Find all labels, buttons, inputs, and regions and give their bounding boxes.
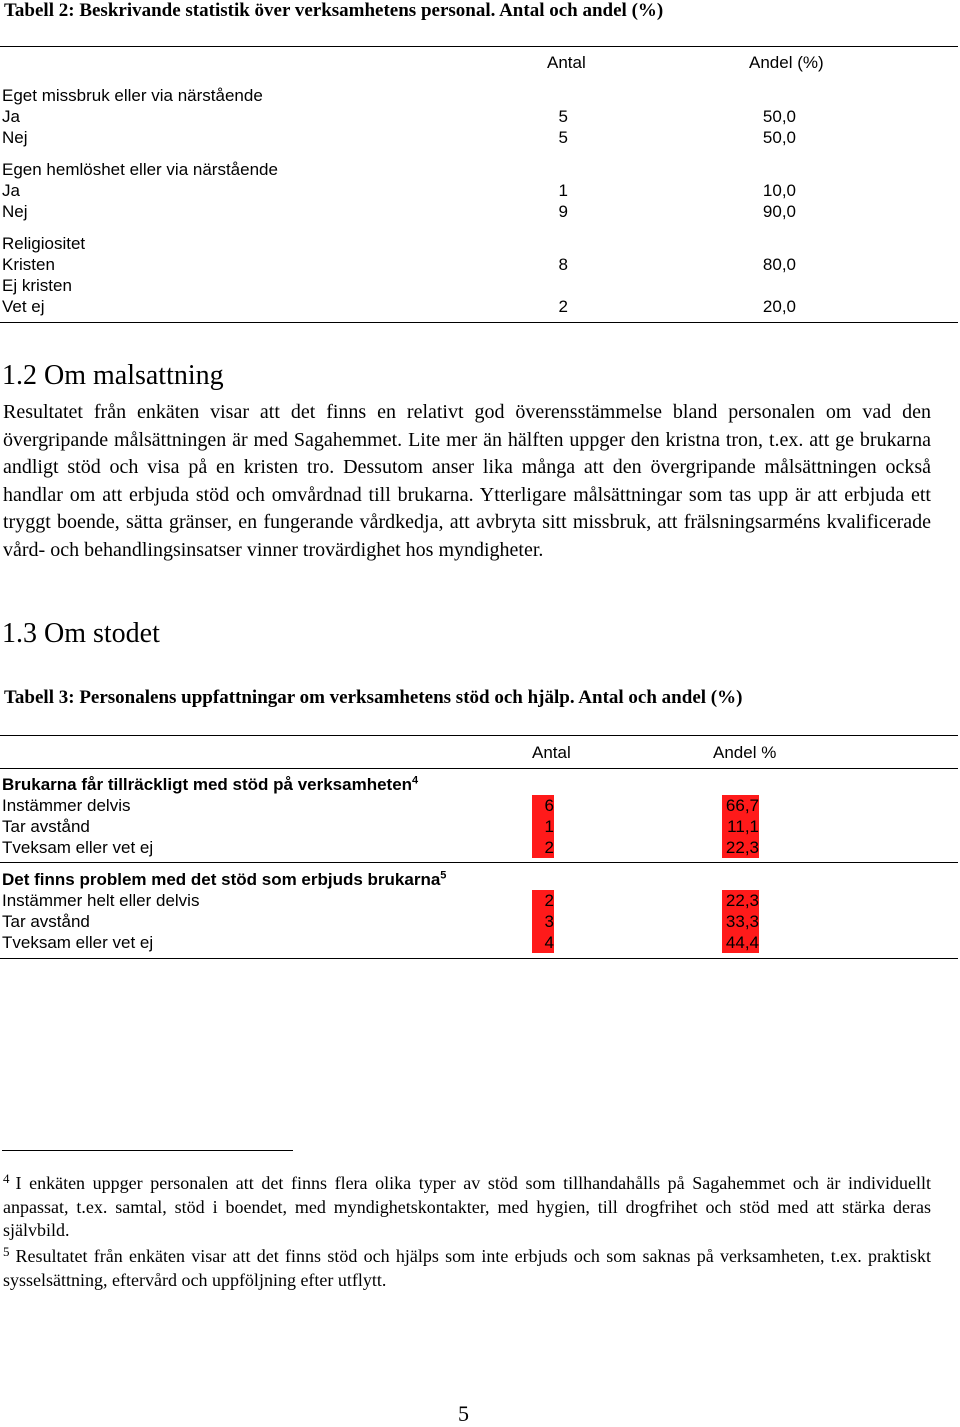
row-label: Nej (2, 128, 28, 147)
table-3-caption: Tabell 3: Personalens uppfattningar om verksamhetens stöd och hjälp. Antal och andel (%) (4, 687, 743, 708)
table-2-header-share: Andel (%) (749, 53, 824, 72)
row-share: 22,3 (722, 837, 759, 858)
row-share: 11,1 (722, 816, 759, 837)
table-2-bottom-rule (0, 322, 958, 323)
section-heading-1-2: 1.2 Om malsattning (2, 360, 224, 391)
row-count: 6 (532, 795, 554, 816)
table-3-group-title: Brukarna får tillräckligt med stöd på verksamheten$^4$ (2, 774, 419, 794)
table-3-header-rule (0, 768, 958, 769)
row-count: 5 (558, 128, 568, 147)
row-label: Ej kristen (2, 276, 72, 295)
row-count: 2 (558, 297, 568, 316)
page-number: 5 (458, 1401, 469, 1426)
row-label: Nej (2, 202, 28, 221)
table-row (0, 932, 958, 953)
table-row (0, 837, 958, 858)
footnote-4 (3, 1172, 931, 1243)
table-3-bottom-rule (0, 958, 958, 959)
table-row (0, 795, 958, 816)
row-share: 44,4 (722, 932, 759, 953)
row-count: 1 (532, 816, 554, 837)
table-row (0, 816, 958, 837)
row-label: Tveksam eller vet ej (2, 838, 154, 857)
row-label: Tar avstånd (2, 817, 90, 836)
table-2-caption: Tabell 2: Beskrivande statistik över verksamhetens personal. Antal och andel (%) (4, 0, 664, 21)
table-2-group-title: Eget missbruk eller via närstående (2, 86, 263, 105)
table-3-header-share: Andel % (713, 743, 777, 762)
row-label: Ja (2, 181, 20, 200)
table-3-group-title: Det finns problem med det stöd som erbjuds brukarna$^5$ (2, 869, 447, 889)
table-row (0, 275, 958, 296)
footnote-text: Resultatet från enkäten visar att det finns stöd och hjälps som inte erbjuds och som saknas på verksamheten, t.ex. praktiskt sysselsättning, eftervård och uppföljning efter utflytt. (3, 1246, 931, 1290)
footnote-5 (3, 1245, 931, 1292)
footnote-separator (2, 1150, 293, 1151)
row-share: 80,0 (762, 255, 796, 274)
table-3-header-count: Antal (532, 743, 571, 762)
row-share: 90,0 (762, 202, 796, 221)
row-count: 5 (558, 107, 568, 126)
row-label: Instämmer helt eller delvis (2, 891, 200, 910)
footnote-mark: 4 (3, 1171, 10, 1186)
row-share: 10,0 (762, 181, 796, 200)
row-share: 33,3 (722, 911, 759, 932)
row-count: 2 (532, 890, 554, 911)
row-label: Kristen (2, 255, 55, 274)
row-share: 66,7 (722, 795, 759, 816)
table-row (0, 254, 958, 275)
table-row (0, 911, 958, 932)
table-3-top-rule (0, 735, 958, 736)
table-2-header-count: Antal (547, 53, 586, 72)
row-label: Ja (2, 107, 20, 126)
row-label: Tar avstånd (2, 912, 90, 931)
table-2-group-title: Religiositet (2, 234, 86, 253)
table-row (0, 127, 958, 148)
row-count: 9 (558, 202, 568, 221)
row-count: 1 (558, 181, 568, 200)
row-count: 8 (558, 255, 568, 274)
row-count: 4 (532, 932, 554, 953)
row-share: 50,0 (762, 107, 796, 126)
row-label: Vet ej (2, 297, 45, 316)
footnote-text: I enkäten uppger personalen att det finns flera olika typer av stöd som tillhandahålls på Sagahemmet och är individuellt anpassat, t.ex. samtal, stöd i boendet, med myndighetskontakter, med hygien, till drogfrihet och stöd med att stärka deras självbild. (3, 1173, 931, 1240)
row-share: 50,0 (762, 128, 796, 147)
section-heading-1-3: 1.3 Om stodet (2, 618, 160, 649)
table-row (0, 890, 958, 911)
row-count: 3 (532, 911, 554, 932)
table-3-group-rule (0, 862, 958, 863)
table-row (0, 296, 958, 317)
footnote-ref: 5 (440, 869, 447, 882)
row-label: Tveksam eller vet ej (2, 933, 154, 952)
section-1-2-paragraph: Resultatet från enkäten visar att det finns en relativt god överensstämmelse bland personalen om vad den övergripande målsättningen är med Sagahemmet. Lite mer än hälften uppger den kristna tron, t.ex. att ge brukarna andligt stöd och visa på en kristen tro. Dessutom anser lika många att den övergripande målsättningen också handlar om att erbjuda stöd och omvårdnad till brukarna. Ytterligare målsättningar som tas upp är att erbjuda ett tryggt boende, sätta gränser, en fungerande vårdkedja, att avbryta sitt missbruk, att frälsningsarméns kvalificerade vård- och behandlingsinsatser vinner trovärdighet hos myndigheter. (3, 401, 931, 561)
table-row (0, 106, 958, 127)
row-share: 22,3 (722, 890, 759, 911)
table-row (0, 180, 958, 201)
row-count: 2 (532, 837, 554, 858)
row-share: 20,0 (762, 297, 796, 316)
table-2-group-title: Egen hemlöshet eller via närstående (2, 160, 278, 179)
table-row (0, 201, 958, 222)
table-2-top-rule (0, 46, 958, 47)
footnote-ref: 4 (412, 774, 419, 787)
row-label: Instämmer delvis (2, 796, 131, 815)
footnote-mark: 5 (3, 1244, 10, 1259)
